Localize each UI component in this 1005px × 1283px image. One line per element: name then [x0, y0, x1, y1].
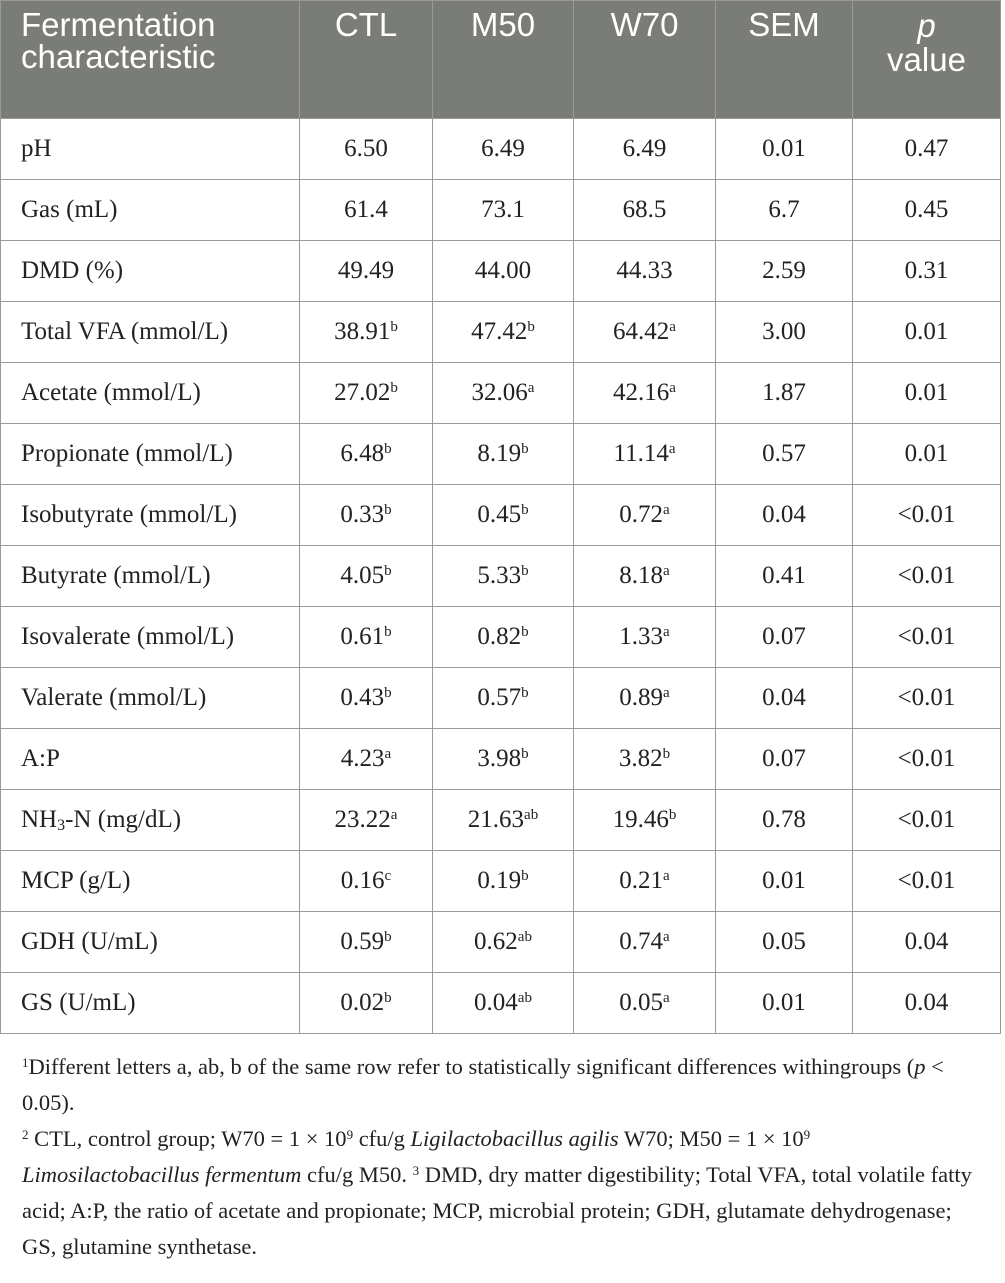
cell-ctl: 4.23$^a$ — [300, 729, 433, 790]
cell-m50: 0.45$^b$ — [433, 485, 574, 546]
cell-ctl: 0.16$^c$ — [300, 851, 433, 912]
table-row — [1, 302, 1001, 363]
cell-ctl: 0.33$^b$ — [300, 485, 433, 546]
table-row — [1, 668, 1001, 729]
cell-p: <0.01 — [853, 607, 1001, 668]
cell-p: 0.01 — [853, 363, 1001, 424]
cell-m50: 3.98$^b$ — [433, 729, 574, 790]
table-row — [1, 180, 1001, 241]
cell-m50: 5.33$^b$ — [433, 546, 574, 607]
cell-sem: 0.78 — [716, 790, 853, 851]
row-label: MCP (g/L) — [1, 851, 300, 912]
cell-m50: 73.1 — [433, 180, 574, 241]
cell-ctl: 61.4 — [300, 180, 433, 241]
cell-ctl: 27.02$^b$ — [300, 363, 433, 424]
cell-w70: 1.33$^a$ — [574, 607, 716, 668]
cell-m50: 0.04$^{ab}$ — [433, 973, 574, 1034]
cell-w70: 0.89$^a$ — [574, 668, 716, 729]
cell-m50: 47.42$^b$ — [433, 302, 574, 363]
cell-w70: 0.72$^a$ — [574, 485, 716, 546]
cell-p: 0.04 — [853, 973, 1001, 1034]
cell-sem: 3.00 — [716, 302, 853, 363]
row-label: Isobutyrate (mmol/L) — [1, 485, 300, 546]
cell-w70: 0.74$^a$ — [574, 912, 716, 973]
cell-sem: 0.41 — [716, 546, 853, 607]
row-label: $NH_3-N$ (mg/dL) — [1, 790, 300, 851]
cell-w70: 64.42$^a$ — [574, 302, 716, 363]
row-label: pH — [1, 119, 300, 180]
table-row — [1, 607, 1001, 668]
cell-ctl: 49.49 — [300, 241, 433, 302]
cell-sem: 0.07 — [716, 607, 853, 668]
table-row — [1, 729, 1001, 790]
cell-m50: 0.19$^b$ — [433, 851, 574, 912]
row-label: DMD (%) — [1, 241, 300, 302]
header-characteristic: Fermentation characteristic — [1, 1, 300, 119]
cell-p: <0.01 — [853, 485, 1001, 546]
header-w70: W70 — [574, 1, 716, 119]
cell-w70: 6.49 — [574, 119, 716, 180]
cell-sem: 0.07 — [716, 729, 853, 790]
cell-ctl: 0.43$^b$ — [300, 668, 433, 729]
row-label: GDH (U/mL) — [1, 912, 300, 973]
table-footnotes — [22, 1049, 982, 1265]
cell-p: <0.01 — [853, 729, 1001, 790]
table-body — [1, 119, 1001, 1034]
cell-ctl: 0.02$^b$ — [300, 973, 433, 1034]
cell-sem: 1.87 — [716, 363, 853, 424]
table-row — [1, 912, 1001, 973]
header-ctl: CTL — [300, 1, 433, 119]
cell-m50: 32.06$^a$ — [433, 363, 574, 424]
cell-sem: 0.57 — [716, 424, 853, 485]
cell-m50: 0.82$^b$ — [433, 607, 574, 668]
cell-sem: 0.04 — [716, 668, 853, 729]
cell-sem: 0.04 — [716, 485, 853, 546]
table-row — [1, 424, 1001, 485]
cell-p: 0.04 — [853, 912, 1001, 973]
cell-p: <0.01 — [853, 851, 1001, 912]
cell-m50: 6.49 — [433, 119, 574, 180]
cell-m50: 21.63$^{ab}$ — [433, 790, 574, 851]
cell-p: 0.47 — [853, 119, 1001, 180]
table-row — [1, 363, 1001, 424]
cell-w70: 42.16$^a$ — [574, 363, 716, 424]
table-row — [1, 546, 1001, 607]
table-row — [1, 790, 1001, 851]
row-label: GS (U/mL) — [1, 973, 300, 1034]
header-row — [1, 1, 1001, 119]
cell-m50: 44.00 — [433, 241, 574, 302]
cell-w70: 8.18$^a$ — [574, 546, 716, 607]
cell-m50: 8.19$^b$ — [433, 424, 574, 485]
cell-p: <0.01 — [853, 790, 1001, 851]
table-row — [1, 119, 1001, 180]
cell-sem: 0.01 — [716, 851, 853, 912]
cell-ctl: 4.05$^b$ — [300, 546, 433, 607]
row-label: Butyrate (mmol/L) — [1, 546, 300, 607]
header-sem: SEM — [716, 1, 853, 119]
cell-ctl: 6.50 — [300, 119, 433, 180]
cell-p: 0.45 — [853, 180, 1001, 241]
cell-p: 0.01 — [853, 302, 1001, 363]
cell-sem: 0.01 — [716, 973, 853, 1034]
cell-sem: 0.05 — [716, 912, 853, 973]
table-row — [1, 485, 1001, 546]
table-row — [1, 973, 1001, 1034]
cell-w70: 44.33 — [574, 241, 716, 302]
cell-m50: 0.57$^b$ — [433, 668, 574, 729]
cell-sem: 0.01 — [716, 119, 853, 180]
row-label: Gas (mL) — [1, 180, 300, 241]
cell-w70: 19.46$^b$ — [574, 790, 716, 851]
row-label: Acetate (mmol/L) — [1, 363, 300, 424]
cell-w70: 0.05$^a$ — [574, 973, 716, 1034]
cell-w70: 11.14$^a$ — [574, 424, 716, 485]
cell-p: <0.01 — [853, 546, 1001, 607]
row-label: Total VFA (mmol/L) — [1, 302, 300, 363]
footnote-1: $^1$Different letters a, ab, b of the same row refer to statistically significant differences withingroups (p < 0.05). — [22, 1054, 944, 1115]
cell-w70: 0.21$^a$ — [574, 851, 716, 912]
table-row — [1, 851, 1001, 912]
cell-p: 0.31 — [853, 241, 1001, 302]
cell-m50: 0.62$^{ab}$ — [433, 912, 574, 973]
cell-p: 0.01 — [853, 424, 1001, 485]
row-label: Isovalerate (mmol/L) — [1, 607, 300, 668]
cell-ctl: 0.59$^b$ — [300, 912, 433, 973]
row-label: Propionate (mmol/L) — [1, 424, 300, 485]
row-label: A:P — [1, 729, 300, 790]
cell-ctl: 23.22$^a$ — [300, 790, 433, 851]
cell-sem: 6.7 — [716, 180, 853, 241]
footnote-2: $^2$ CTL, control group; $W70 = 1 \times 10^9$ cfu/g Ligilactobacillus agilis W70; $M50 = 1 \times 10^9$ Limosilactobacillus fermentum cfu/g M50. $^3$ DMD, dry matter digestibility; Total VFA, total volatile fatty acid; A:P, the ratio of acetate and propionate; MCP, microbial protein; GDH, glutamate dehydrogenase; GS, glutamine synthetase. — [22, 1126, 972, 1259]
cell-w70: 3.82$^b$ — [574, 729, 716, 790]
row-label: Valerate (mmol/L) — [1, 668, 300, 729]
table-row — [1, 241, 1001, 302]
cell-sem: 2.59 — [716, 241, 853, 302]
cell-ctl: 6.48$^b$ — [300, 424, 433, 485]
header-p-value: p value — [853, 1, 1001, 119]
table-header — [1, 1, 1001, 119]
cell-ctl: 0.61$^b$ — [300, 607, 433, 668]
cell-ctl: 38.91$^b$ — [300, 302, 433, 363]
cell-p: <0.01 — [853, 668, 1001, 729]
cell-w70: 68.5 — [574, 180, 716, 241]
header-m50: M50 — [433, 1, 574, 119]
